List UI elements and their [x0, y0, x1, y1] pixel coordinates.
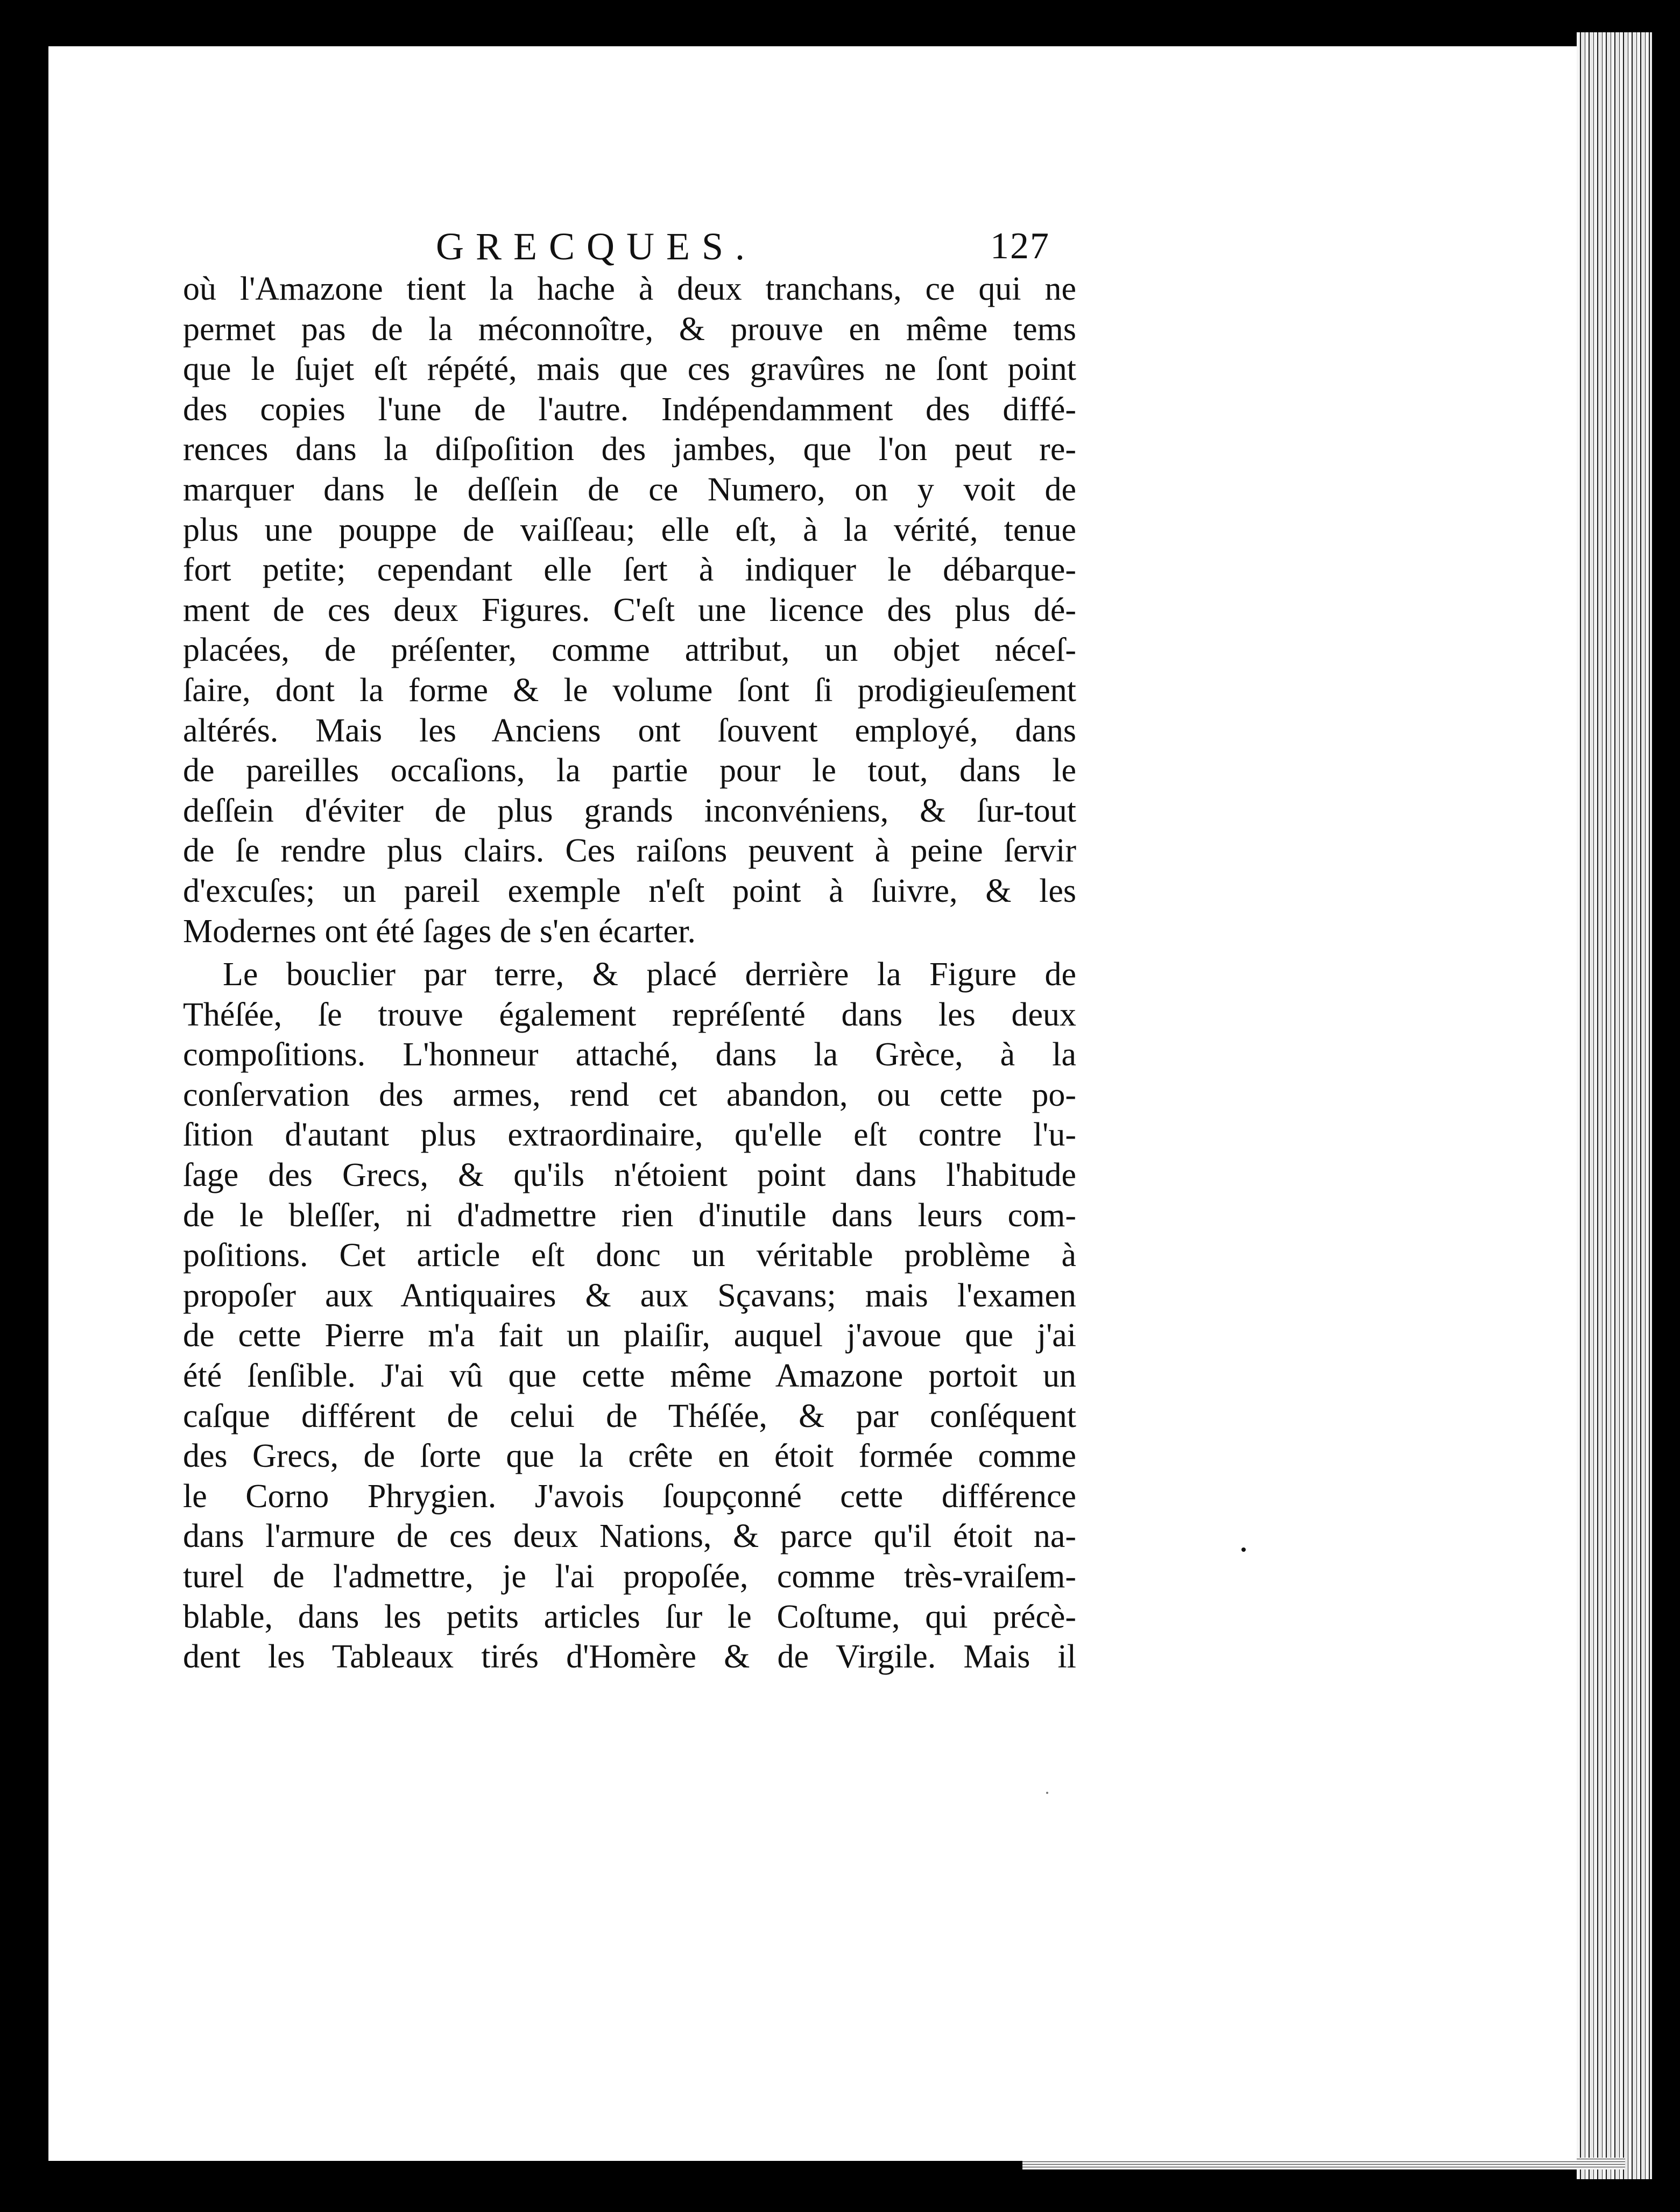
text-line: poſitions. Cet article eſt donc un véritable problème à	[183, 1237, 1076, 1274]
text-line: où l'Amazone tient la hache à deux tranchans, ce qui ne	[183, 271, 1076, 307]
page-edge-stack	[1577, 32, 1652, 2179]
text-line: deſſein d'éviter de plus grands inconvéniens, & ſur-tout	[183, 792, 1076, 829]
text-line: fort petite; cependant elle ſert à indiquer le débarque-	[183, 552, 1076, 589]
text-line: blable, dans les petits articles ſur le Coſtume, qui précè-	[183, 1598, 1076, 1635]
text-line: de ſe rendre plus clairs. Ces raiſons peuvent à peine ſervir	[183, 832, 1076, 870]
text-line: d'excuſes; un pareil exemple n'eſt point à ſuivre, & les	[183, 872, 1076, 909]
text-line: compoſitions. L'honneur attaché, dans la Grèce, à la	[183, 1036, 1076, 1073]
ink-speck	[1046, 1792, 1048, 1794]
text-line: Le bouclier par terre, & placé derrière la Figure de	[223, 956, 1076, 993]
text-line: plus une pouppe de vaiſſeau; elle eſt, à la vérité, tenue	[183, 511, 1076, 548]
text-line: dent les Tableaux tirés d'Homère & de Virgile. Mais il	[183, 1638, 1076, 1676]
text-line: de pareilles occaſions, la partie pour le tout, dans le	[183, 752, 1076, 789]
text-line: ment de ces deux Figures. C'eſt une licence des plus dé-	[183, 591, 1076, 628]
text-line: de le bleſſer, ni d'admettre rien d'inutile dans leurs com-	[183, 1197, 1076, 1234]
paragraph-1	[183, 269, 1076, 951]
ink-speck	[1241, 1547, 1246, 1552]
text-line: le Corno Phrygien. J'avois ſoupçonné cette différence	[183, 1478, 1076, 1515]
text-line: dans l'armure de ces deux Nations, & parce qu'il étoit na-	[183, 1518, 1076, 1555]
text-line: de cette Pierre m'a fait un plaiſir, auquel j'avoue que j'ai	[183, 1317, 1076, 1354]
text-line: Modernes ont été ſages de s'en écarter.	[183, 913, 696, 950]
text-line: été ſenſible. J'ai vû que cette même Amazone portoit un	[183, 1358, 1076, 1395]
text-line: ſaire, dont la forme & le volume ſont ſi prodigieuſement	[183, 672, 1076, 709]
text-line: placées, de préſenter, comme attribut, un objet néceſ-	[183, 632, 1076, 669]
text-line: Théſée, ſe trouve également repréſenté dans les deux	[183, 996, 1076, 1033]
text-line: ſage des Grecs, & qu'ils n'étoient point dans l'habitude	[183, 1157, 1076, 1194]
text-line: marquer dans le deſſein de ce Numero, on y voit de	[183, 471, 1076, 508]
text-line: conſervation des armes, rend cet abandon, ou cette po-	[183, 1076, 1076, 1113]
body-text	[183, 269, 1076, 1677]
text-line: des Grecs, de ſorte que la crête en étoit formée comme	[183, 1438, 1076, 1475]
text-line: permet pas de la méconnoître, & prouve en même tems	[183, 310, 1076, 348]
text-line: que le ſujet eſt répété, mais que ces gravûres ne ſont point	[183, 351, 1076, 388]
text-line: rences dans la diſpoſition des jambes, que l'on peut re-	[183, 431, 1076, 468]
running-head: GRECQUES.	[436, 225, 757, 268]
text-line: des copies l'une de l'autre. Indépendamment des diffé-	[183, 391, 1076, 428]
text-line: ſition d'autant plus extraordinaire, qu'elle eſt contre l'u-	[183, 1116, 1076, 1154]
paragraph-2	[183, 955, 1076, 1677]
text-line: propoſer aux Antiquaires & aux Sçavans; mais l'examen	[183, 1277, 1076, 1314]
page-number: 127	[990, 225, 1050, 267]
text-line: altérés. Mais les Anciens ont ſouvent employé, dans	[183, 712, 1076, 749]
text-line: caſque différent de celui de Théſée, & par conſéquent	[183, 1397, 1076, 1434]
text-line: turel de l'admettre, je l'ai propoſée, comme très-vraiſem-	[183, 1558, 1076, 1595]
